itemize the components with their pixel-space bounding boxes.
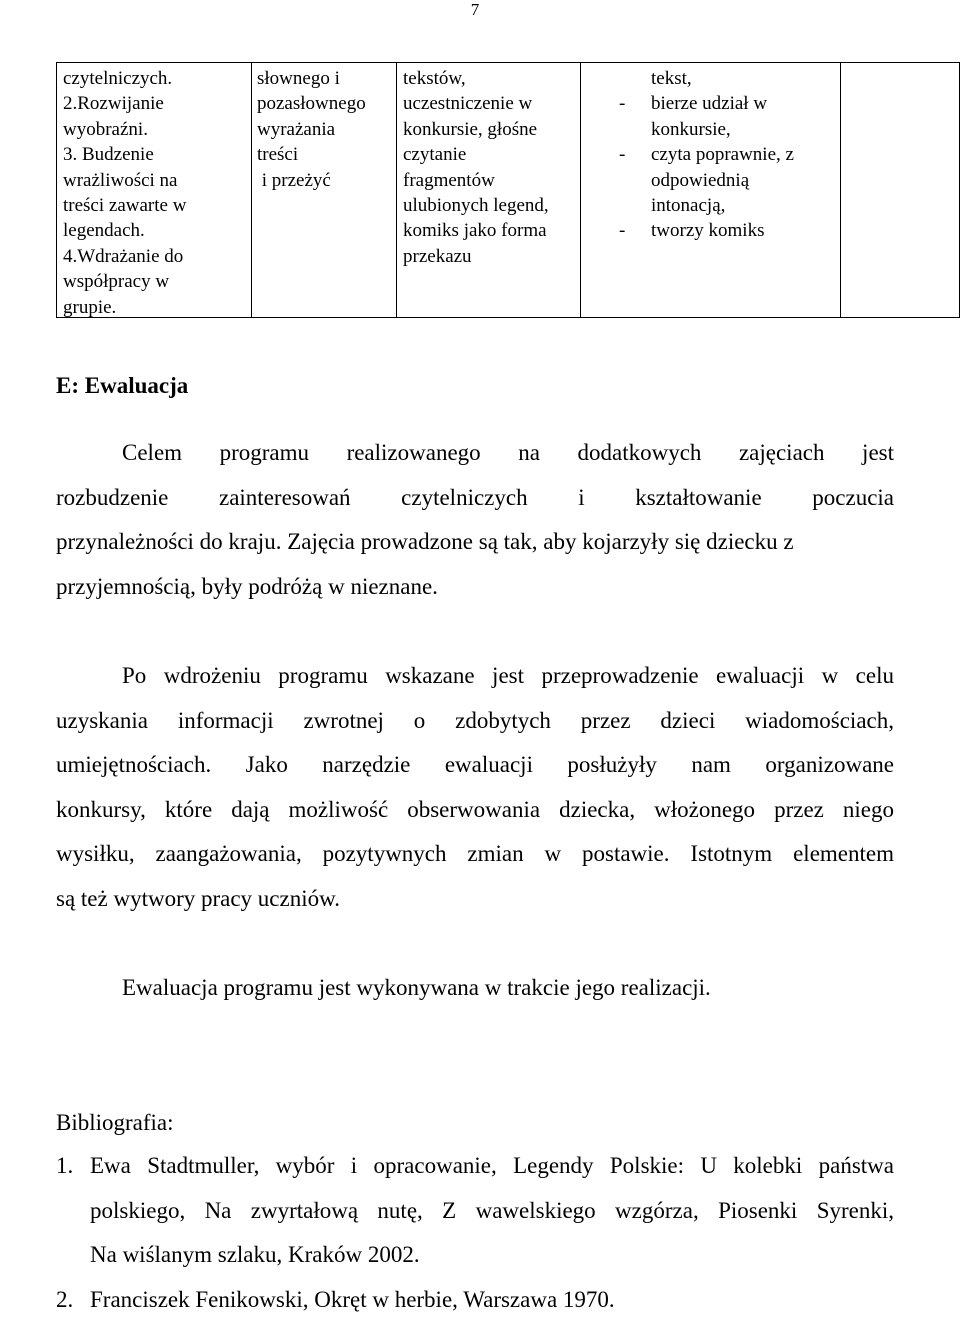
cell-line: konkursie, głośne	[403, 118, 538, 140]
outcome-line	[619, 91, 839, 116]
cell-line: pozasłownego	[257, 93, 366, 115]
cell-line: przekazu	[403, 245, 472, 267]
paragraph-goal	[56, 431, 894, 609]
cell-line: treści zawarte w	[63, 195, 187, 217]
paragraph-summary	[56, 966, 894, 1011]
table-cell-expression	[257, 66, 391, 193]
section-heading: E: Ewaluacja	[56, 373, 189, 398]
table-cell-methods	[403, 66, 579, 269]
cell-line: treści	[257, 144, 299, 166]
outcome-line	[619, 117, 839, 142]
cell-line: wyobraźni.	[63, 118, 148, 140]
text-line: polskiego, Na zwyrtałową nutę, Z wawelskiego wzgórza, Piosenki Syrenki,	[90, 1197, 894, 1223]
outcome-line	[619, 193, 839, 218]
text-line: są też wytwory pracy uczniów.	[56, 885, 340, 911]
objectives-table	[56, 62, 960, 318]
text-line: Na wiślanym szlaku, Kraków 2002.	[90, 1242, 420, 1268]
outcome-text: tworzy komiks	[651, 220, 765, 242]
text-line: Po wdrożeniu programu wskazane jest przeprowadzenie ewaluacji w celu	[122, 663, 894, 688]
outcome-line	[619, 142, 839, 167]
cell-line: wyrażania	[257, 118, 336, 140]
table-cell-goals	[63, 66, 247, 320]
cell-line: czytelniczych.	[63, 68, 173, 89]
paragraph-evaluation	[56, 654, 894, 922]
table-col-border	[251, 62, 252, 318]
text-line: Ewa Stadtmuller, wybór i opracowanie, Legendy Polskie: U kolebki państwa	[90, 1153, 894, 1178]
text-line: konkursy, które dają możliwość obserwowania dziecka, włożonego przez niego	[56, 796, 894, 822]
cell-line: ulubionych legend,	[403, 195, 549, 217]
table-top-border	[56, 62, 960, 63]
table-col-border	[580, 62, 581, 318]
outcome-line	[619, 66, 839, 91]
outcome-text: odpowiednią	[651, 169, 750, 191]
text-line: rozbudzenie zainteresowań czytelniczych i kształtowanie poczucia	[56, 484, 894, 510]
cell-line: grupie.	[63, 296, 117, 318]
outcome-text: bierze udział w	[651, 93, 768, 115]
cell-line: legendach.	[63, 220, 145, 242]
cell-line: wrażliwości na	[63, 169, 178, 191]
text-line: uzyskania informacji zwrotnej o zdobytych przez dzieci wiadomościach,	[56, 707, 894, 733]
item-number: 2.	[56, 1286, 74, 1312]
bibliography-item	[56, 1144, 894, 1278]
table-col-border	[396, 62, 397, 318]
bullet-dash: -	[619, 144, 626, 166]
text-line: wysiłku, zaangażowania, pozytywnych zmian w postawie. Istotnym elementem	[56, 841, 894, 867]
text-line: umiejętnościach. Jako narzędzie ewaluacji posłużyły nam organizowane	[56, 752, 894, 778]
page-number: 7	[470, 0, 480, 19]
outcome-text: czyta poprawnie, z	[651, 144, 794, 166]
text-line: przynależności do kraju. Zajęcia prowadzone są tak, aby kojarzyły się dziecku z	[56, 529, 794, 555]
cell-line: uczestniczenie w	[403, 93, 533, 115]
cell-line: 3. Budzenie	[63, 144, 154, 166]
text-line: Ewaluacja programu jest wykonywana w trakcie jego realizacji.	[122, 975, 711, 1000]
outcome-line	[619, 218, 839, 243]
item-number: 1.	[56, 1153, 74, 1178]
table-col-border	[840, 62, 841, 318]
text-line: przyjemnością, były podróżą w nieznane.	[56, 573, 438, 599]
table-col-border	[56, 62, 57, 318]
cell-line: 4.Wdrażanie do	[63, 245, 184, 267]
table-cell-outcomes	[619, 66, 839, 244]
cell-line: 2.Rozwijanie	[63, 93, 164, 115]
cell-line: i przeżyć	[257, 169, 331, 191]
outcome-text: tekst,	[651, 68, 692, 89]
outcome-text: konkursie,	[651, 118, 731, 140]
outcome-line	[619, 168, 839, 193]
bullet-dash: -	[619, 93, 626, 115]
cell-line: komiks jako forma	[403, 220, 547, 242]
cell-line: czytanie	[403, 144, 467, 166]
text-line: Franciszek Fenikowski, Okręt w herbie, Warszawa 1970.	[90, 1286, 615, 1312]
text-line: Celem programu realizowanego na dodatkowych zajęciach jest	[122, 440, 894, 465]
cell-line: tekstów,	[403, 68, 466, 89]
bibliography-label: Bibliografia:	[56, 1110, 174, 1135]
bibliography-list	[56, 1144, 894, 1322]
cell-line: fragmentów	[403, 169, 495, 191]
cell-line: słownego i	[257, 68, 340, 89]
cell-line: współpracy w	[63, 271, 170, 293]
bibliography-item	[56, 1278, 894, 1322]
bullet-dash: -	[619, 220, 626, 242]
outcome-text: intonacją,	[651, 194, 726, 216]
